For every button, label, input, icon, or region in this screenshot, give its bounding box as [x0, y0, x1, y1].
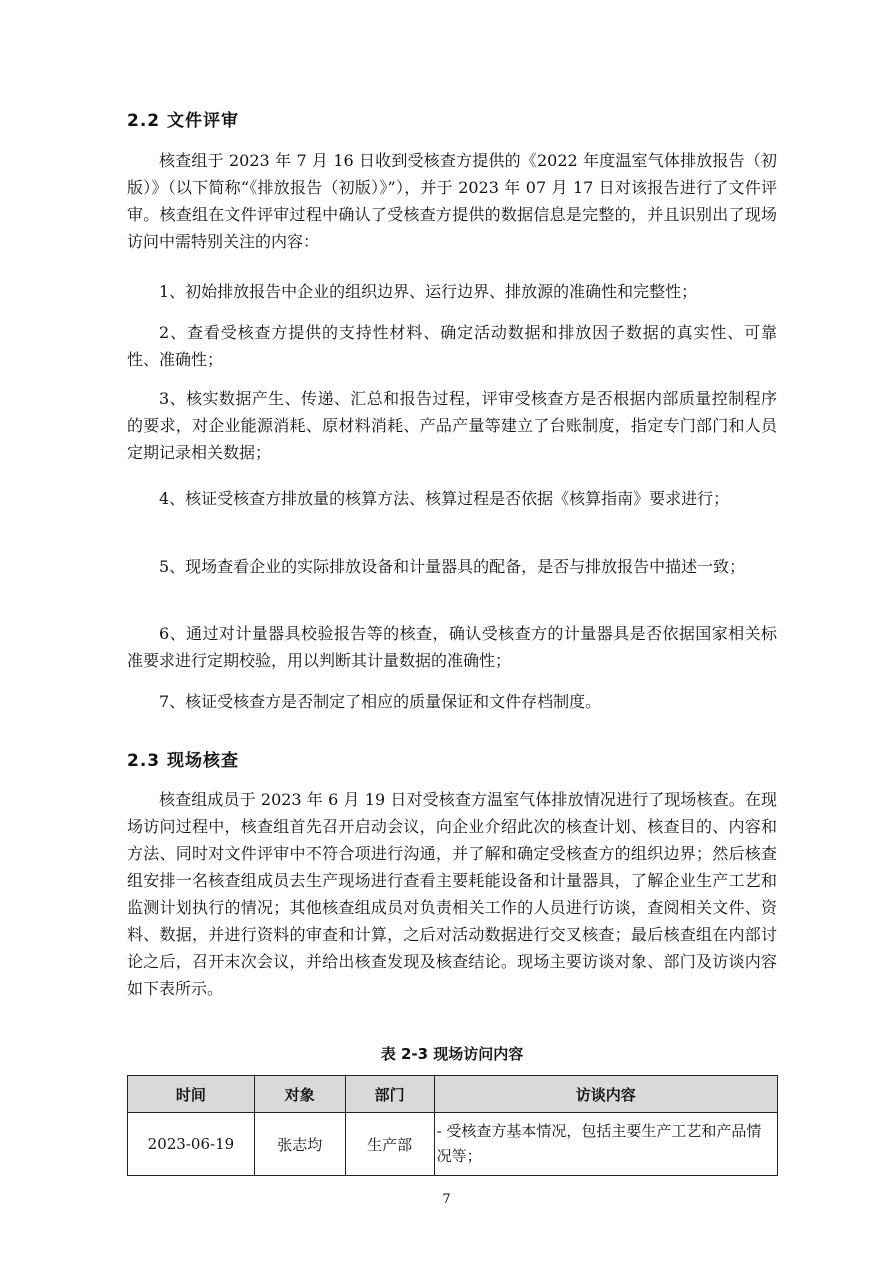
interview-table	[127, 1075, 778, 1176]
cell-time: 2023-06-19	[128, 1113, 255, 1176]
list-item-4: 4、核证受核查方排放量的核算方法、核算过程是否依据《核算指南》要求进行；	[159, 489, 730, 508]
cell-department: 生产部	[345, 1113, 434, 1176]
section-heading-2-2: 2.2 文件评审	[127, 111, 240, 131]
paragraph-site-check: 核查组成员于 2023 年 6 月 19 日对受核查方温室气体排放情况进行了现场核查。在现场访问过程中，核查组首先召开启动会议，向企业介绍此次的核查计划、核查目的、内容和方法、同时对文件评审中不符合项进行沟通，并了解和确定受核查方的组织边界；然后核查组安排一名核查组成员去生产现场进行查看主要耗能设备和计量器具，了解企业生产工艺和监测计划执行的情况；其他核查组成员对负责相关工作的人员进行访谈，查阅相关文件、资料、数据，并进行资料的审查和计算，之后对活动数据进行交叉核查；最后核查组在内部讨论之后，召开末次会议，并给出核查发现及核查结论。现场主要访谈对象、部门及访谈内容如下表所示。	[127, 790, 777, 998]
header-interview-content: 访谈内容	[434, 1076, 777, 1113]
cell-person: 张志均	[254, 1113, 345, 1176]
paragraph-intro: 核查组于 2023 年 7 月 16 日收到受核查方提供的《2022 年度温室气体排放报告（初版）》（以下简称“《排放报告（初版）》”），并于 2023 年 07 月 17 日对该报告进行了文件评审。核查组在文件评审过程中确认了受核查方提供的数据信息是完整的，并且识别出了现场访问中需特别关注的内容：	[127, 151, 777, 251]
list-item-6: 6、通过对计量器具校验报告等的核查，确认受核查方的计量器具是否依据国家相关标准要求进行定期校验，用以判断其计量数据的准确性；	[127, 624, 777, 670]
list-item-1: 1、初始排放报告中企业的组织边界、运行边界、排放源的准确性和完整性；	[159, 282, 698, 301]
list-item-5: 5、现场查看企业的实际排放设备和计量器具的配备，是否与排放报告中描述一致；	[159, 557, 746, 576]
list-item-2: 2、查看受核查方提供的支持性材料、确定活动数据和排放因子数据的真实性、可靠性、准确性；	[127, 323, 777, 369]
header-time: 时间	[128, 1076, 255, 1113]
section-heading-2-3: 2.3 现场核查	[127, 751, 240, 771]
header-person: 对象	[254, 1076, 345, 1113]
page-number: 7	[442, 1192, 451, 1207]
table-row	[128, 1113, 778, 1176]
cell-interview-content: - 受核查方基本情况，包括主要生产工艺和产品情况等；	[434, 1113, 777, 1176]
table-caption: 表 2-3 现场访问内容	[380, 1045, 524, 1063]
list-item-3: 3、核实数据产生、传递、汇总和报告过程，评审受核查方是否根据内部质量控制程序的要求，对企业能源消耗、原材料消耗、产品产量等建立了台账制度，指定专门部门和人员定期记录相关数据；	[127, 389, 777, 462]
list-item-7: 7、核证受核查方是否制定了相应的质量保证和文件存档制度。	[159, 692, 602, 711]
header-department: 部门	[345, 1076, 434, 1113]
table-header-row	[128, 1076, 778, 1113]
